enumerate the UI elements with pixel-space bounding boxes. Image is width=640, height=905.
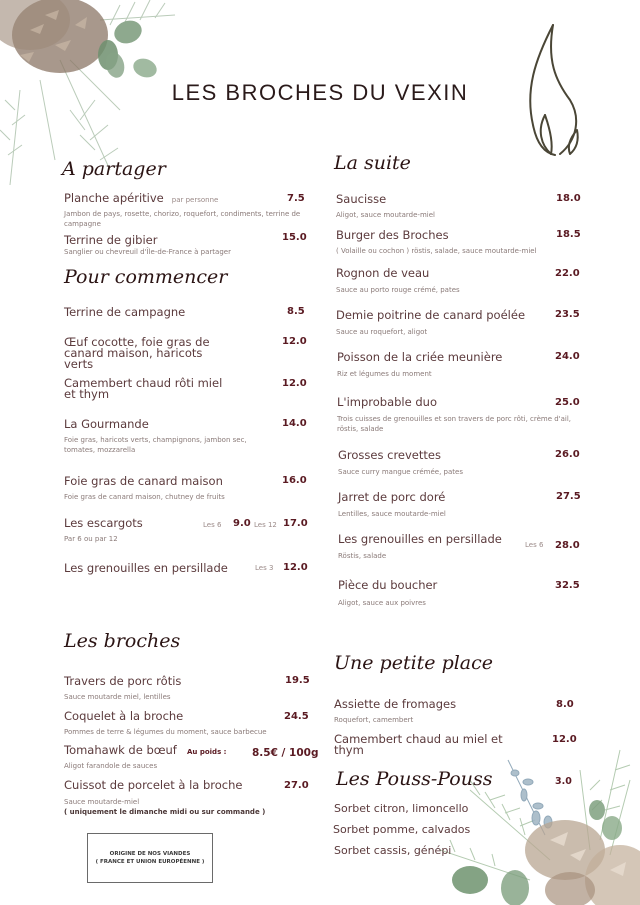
section-heading-les-broches: Les broches xyxy=(64,630,181,652)
menu-item xyxy=(64,235,309,257)
item-description: Roquefort, camembert xyxy=(334,716,414,724)
item-price: 26.0 xyxy=(555,449,580,460)
menu-item xyxy=(64,476,225,502)
item-price: 23.5 xyxy=(555,309,580,320)
menu-item xyxy=(64,419,264,455)
menu-item xyxy=(64,307,185,318)
item-description: Jambon de pays, rosette, chorizo, roquefort, condiments, terrine de campagne xyxy=(64,210,301,228)
item-price: 32.5 xyxy=(555,580,580,591)
item-price: 19.5 xyxy=(285,675,310,686)
item-price: 18.0 xyxy=(556,193,581,204)
item-price: 24.5 xyxy=(284,711,309,722)
item-description: Sauce au porto rouge crémé, pates xyxy=(336,286,460,294)
item-price: 12.0 xyxy=(552,734,577,745)
item-name: Terrine de gibier xyxy=(64,233,158,247)
item-quantity: Les 6 xyxy=(203,521,222,529)
item-price: 14.0 xyxy=(282,418,307,429)
item-description: Sauce curry mangue crémée, pates xyxy=(338,468,463,476)
item-availability-note: ( uniquement le dimanche midi ou sur commande ) xyxy=(64,808,266,816)
menu-item xyxy=(337,397,572,434)
menu-item xyxy=(64,676,181,702)
item-price: 27.0 xyxy=(284,780,309,791)
item-name: Camembert chaud rôti miel et thym xyxy=(64,376,223,401)
item-price: 3.0 xyxy=(555,776,572,787)
menu-item xyxy=(64,518,143,544)
menu-item xyxy=(64,711,267,737)
item-price: 8.5 xyxy=(287,306,305,317)
item-name: Camembert chaud au miel et thym xyxy=(334,732,503,757)
item-description: Sauce au roquefort, aligot xyxy=(336,328,428,336)
item-name: Assiette de fromages xyxy=(334,697,457,711)
item-price: 7.5 xyxy=(287,193,305,204)
item-description: Riz et légumes du moment xyxy=(337,370,432,378)
item-description: Aligot farandole de sauces xyxy=(64,762,158,770)
item-price: 15.0 xyxy=(282,232,307,243)
item-name: Les grenouilles en persillade xyxy=(64,561,228,575)
menu-item xyxy=(336,310,576,337)
item-description: Aligot, sauce moutarde-miel xyxy=(336,211,435,219)
origin-line-2: ( FRANCE ET UNION EUROPÉENNE ) xyxy=(95,859,205,865)
menu-item xyxy=(334,699,569,725)
item-quantity: Les 12 xyxy=(254,521,277,529)
item-name: Planche apéritive xyxy=(64,191,164,205)
menu-item xyxy=(337,352,577,379)
item-description: Foie gras, haricots verts, champignons, jambon sec, tomates, mozzarella xyxy=(64,436,247,454)
item-quantity: Les 3 xyxy=(255,564,274,572)
item-description: Röstis, salade xyxy=(338,552,387,560)
item-price: 27.5 xyxy=(556,491,581,502)
item-name: Tomahawk de bœuf xyxy=(64,743,177,757)
menu-item xyxy=(336,268,576,295)
meat-origin-box xyxy=(87,833,213,883)
item-name: La Gourmande xyxy=(64,417,149,431)
item-name: Saucisse xyxy=(336,192,387,206)
item-price: 8.5€ / 100g xyxy=(252,747,319,759)
item-note: par personne xyxy=(171,196,219,204)
item-description: Sauce moutarde miel, lentilles xyxy=(64,693,171,701)
menu-item xyxy=(338,580,573,608)
item-price: 12.0 xyxy=(282,336,307,347)
menu-item xyxy=(336,230,576,256)
menu-item: Sorbet cassis, génépi xyxy=(334,844,452,857)
item-price: 16.0 xyxy=(282,475,307,486)
item-name: Grosses crevettes xyxy=(338,448,441,462)
item-name: Poisson de la criée meunière xyxy=(337,350,503,364)
menu-item xyxy=(336,194,576,220)
item-price: 8.0 xyxy=(556,699,574,710)
menu-item: Sorbet citron, limoncello xyxy=(334,802,469,815)
item-name: Travers de porc rôtis xyxy=(64,674,182,688)
menu-item xyxy=(64,745,177,771)
item-price: 12.0 xyxy=(283,562,308,573)
item-price: 28.0 xyxy=(555,540,580,551)
item-price: 17.0 xyxy=(283,518,308,529)
menu-item xyxy=(334,734,504,756)
item-name: L'improbable duo xyxy=(337,395,437,409)
item-description: Pommes de terre & légumes du moment, sauce barbecue xyxy=(64,728,267,736)
menu-item xyxy=(64,193,309,229)
item-price: 9.0 xyxy=(233,518,251,529)
item-price: 22.0 xyxy=(555,268,580,279)
menu-item xyxy=(338,450,573,477)
item-price: 12.0 xyxy=(282,378,307,389)
item-name: Les grenouilles en persillade xyxy=(338,532,502,546)
item-name: Terrine de campagne xyxy=(64,305,186,319)
menu-item: Sorbet pomme, calvados xyxy=(333,823,471,836)
item-name: Demie poitrine de canard poélée xyxy=(336,308,526,322)
item-price: 25.0 xyxy=(555,397,580,408)
item-name: Cuissot de porcelet à la broche xyxy=(64,778,243,792)
menu-item xyxy=(64,337,234,370)
item-description: Trois cuisses de grenouilles et son travers de porc rôti, crème d'ail, röstis, salade xyxy=(337,415,572,433)
section-heading-pour-commencer: Pour commencer xyxy=(64,266,228,288)
section-heading-a-partager: A partager xyxy=(62,158,166,180)
item-description: Aligot, sauce aux poivres xyxy=(338,599,426,607)
item-name: Pièce du boucher xyxy=(338,578,438,592)
item-description: ( Volaille ou cochon ) röstis, salade, sauce moutarde-miel xyxy=(336,247,537,255)
item-name: Œuf cocotte, foie gras de canard maison, haricots verts xyxy=(64,335,210,371)
item-name: Jarret de porc doré xyxy=(338,490,446,504)
section-heading-pouss-pouss: Les Pouss-Pouss xyxy=(336,768,493,790)
item-price: 24.0 xyxy=(555,351,580,362)
item-quantity: Les 6 xyxy=(525,541,544,549)
item-price: 18.5 xyxy=(556,229,581,240)
weight-label: Au poids : xyxy=(187,748,227,756)
item-name: Rognon de veau xyxy=(336,266,430,280)
item-description: Sauce moutarde-miel xyxy=(64,798,140,806)
menu-item xyxy=(64,378,234,400)
item-name: Coquelet à la broche xyxy=(64,709,184,723)
menu-item xyxy=(64,780,265,817)
menu-item xyxy=(64,563,228,574)
item-description: Sanglier ou chevreuil d'Île-de-France à partager xyxy=(64,248,231,256)
section-heading-une-petite-place: Une petite place xyxy=(334,652,494,674)
item-description: Lentilles, sauce moutarde-miel xyxy=(338,510,446,518)
origin-line-1: ORIGINE DE NOS VIANDES xyxy=(109,851,191,857)
menu-item xyxy=(338,492,573,519)
section-heading-la-suite: La suite xyxy=(334,152,411,174)
restaurant-title: LES BROCHES DU VEXIN xyxy=(171,80,469,105)
item-description: Foie gras de canard maison, chutney de fruits xyxy=(64,493,225,501)
item-description: Par 6 ou par 12 xyxy=(64,535,118,543)
item-name: Foie gras de canard maison xyxy=(64,474,223,488)
item-name: Les escargots xyxy=(64,516,143,530)
item-name: Burger des Broches xyxy=(336,228,449,242)
